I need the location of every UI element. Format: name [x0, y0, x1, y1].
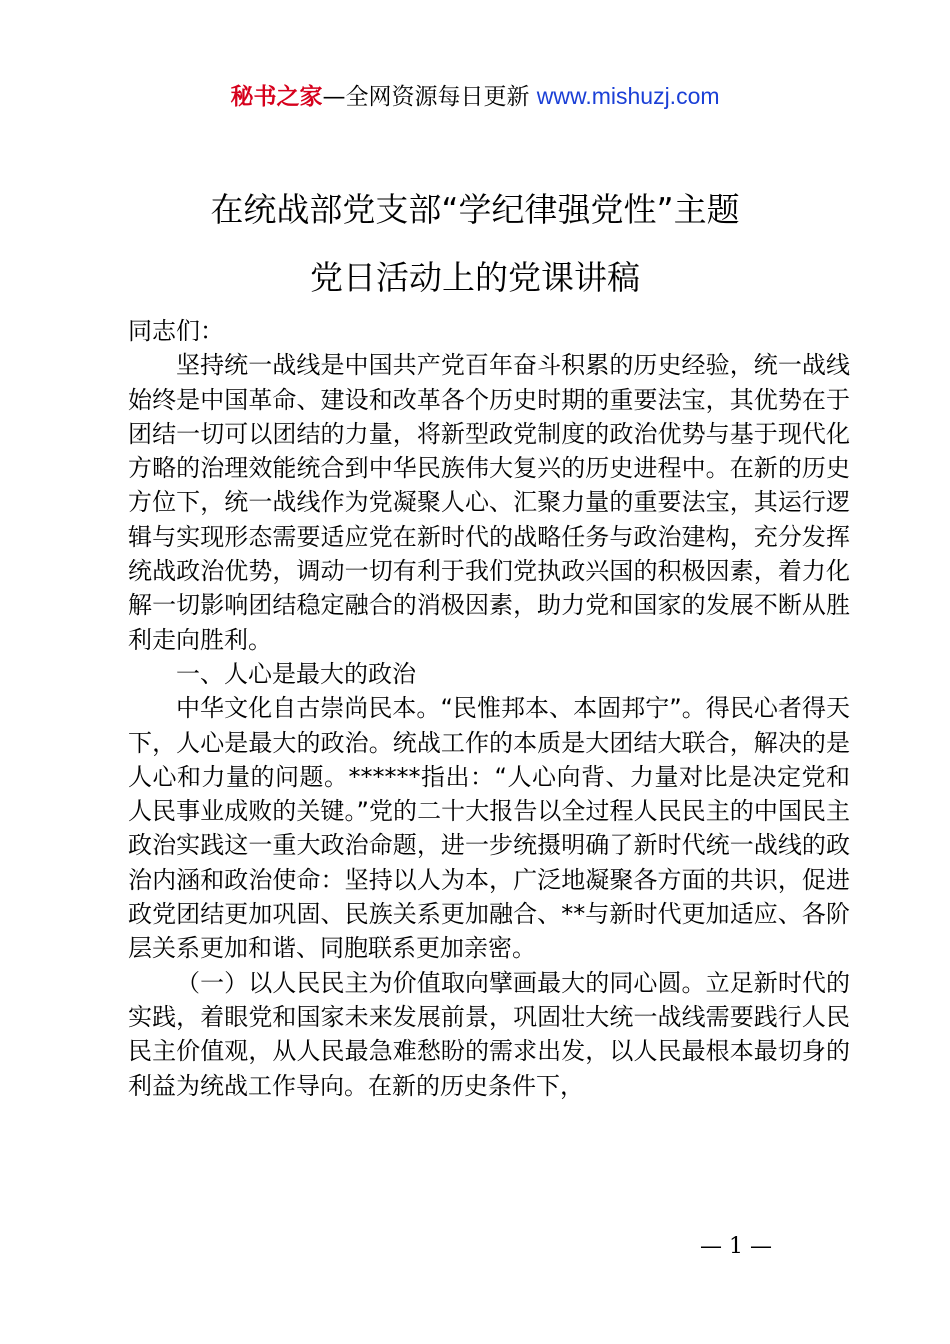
section-heading: 一、人心是最大的政治: [176, 659, 416, 688]
salutation: 同志们：: [128, 317, 224, 345]
document-title-line-1: 在统战部党支部“学纪律强党性”主题: [210, 190, 740, 229]
banner-tagline: —全网资源每日更新: [322, 84, 530, 110]
site-url[interactable]: www.mishuzj.com: [536, 83, 720, 109]
document-body: [128, 314, 850, 1103]
paragraph-intro: 坚持统一战线是中国共产党百年奋斗积累的历史经验，统一战线始终是中国革命、建设和改革各个历史时期的重要法宝，其优势在于团结一切可以团结的力量，将新型政党制度的政治优势与基于现代化方略的治理效能统合到中华民族伟大复兴的历史进程中。在新的历史方位下，统一战线作为党凝聚人心、汇聚力量的重要法宝，其运行逻辑与实现形态需要适应党在新时代的战略任务与政治建构，充分发挥统战政治优势，调动一切有利于我们党执政兴国的积极因素，着力化解一切影响团结稳定融合的消极因素，助力党和国家的发展不断从胜利走向胜利。: [128, 351, 850, 654]
paragraph-subsection-1: （一）以人民民主为价值取向擘画最大的同心圆。立足新时代的实践，着眼党和国家未来发展前景，巩固壮大统一战线需要践行人民民主价值观，从人民最急难愁盼的需求出发，以人民最根本最切身的利益为统战工作导向。在新的历史条件下，: [128, 968, 850, 1100]
site-banner: [0, 80, 950, 113]
brand-name: 秘书之家: [230, 84, 323, 110]
page-number: — 1 —: [700, 1234, 772, 1259]
paragraph-section-1: 中华文化自古崇尚民本。“民惟邦本、本固邦宁”。得民心者得天下，人心是最大的政治。统战工作的本质是大团结大联合，解决的是人心和力量的问题。******指出：“人心向背、力量对比是决定党和人民事业成败的关键。”党的二十大报告以全过程人民民主的中国民主政治实践这一重大政治命题，进一步统摄明确了新时代统一战线的政治内涵和政治使命：坚持以人为本，广泛地凝聚各方面的共识，促进政党团结更加巩固、民族关系更加融合、**与新时代更加适应、各阶层关系更加和谐、同胞联系更加亲密。: [128, 694, 850, 963]
document-title-line-2: 党日活动上的党课讲稿: [310, 258, 640, 297]
